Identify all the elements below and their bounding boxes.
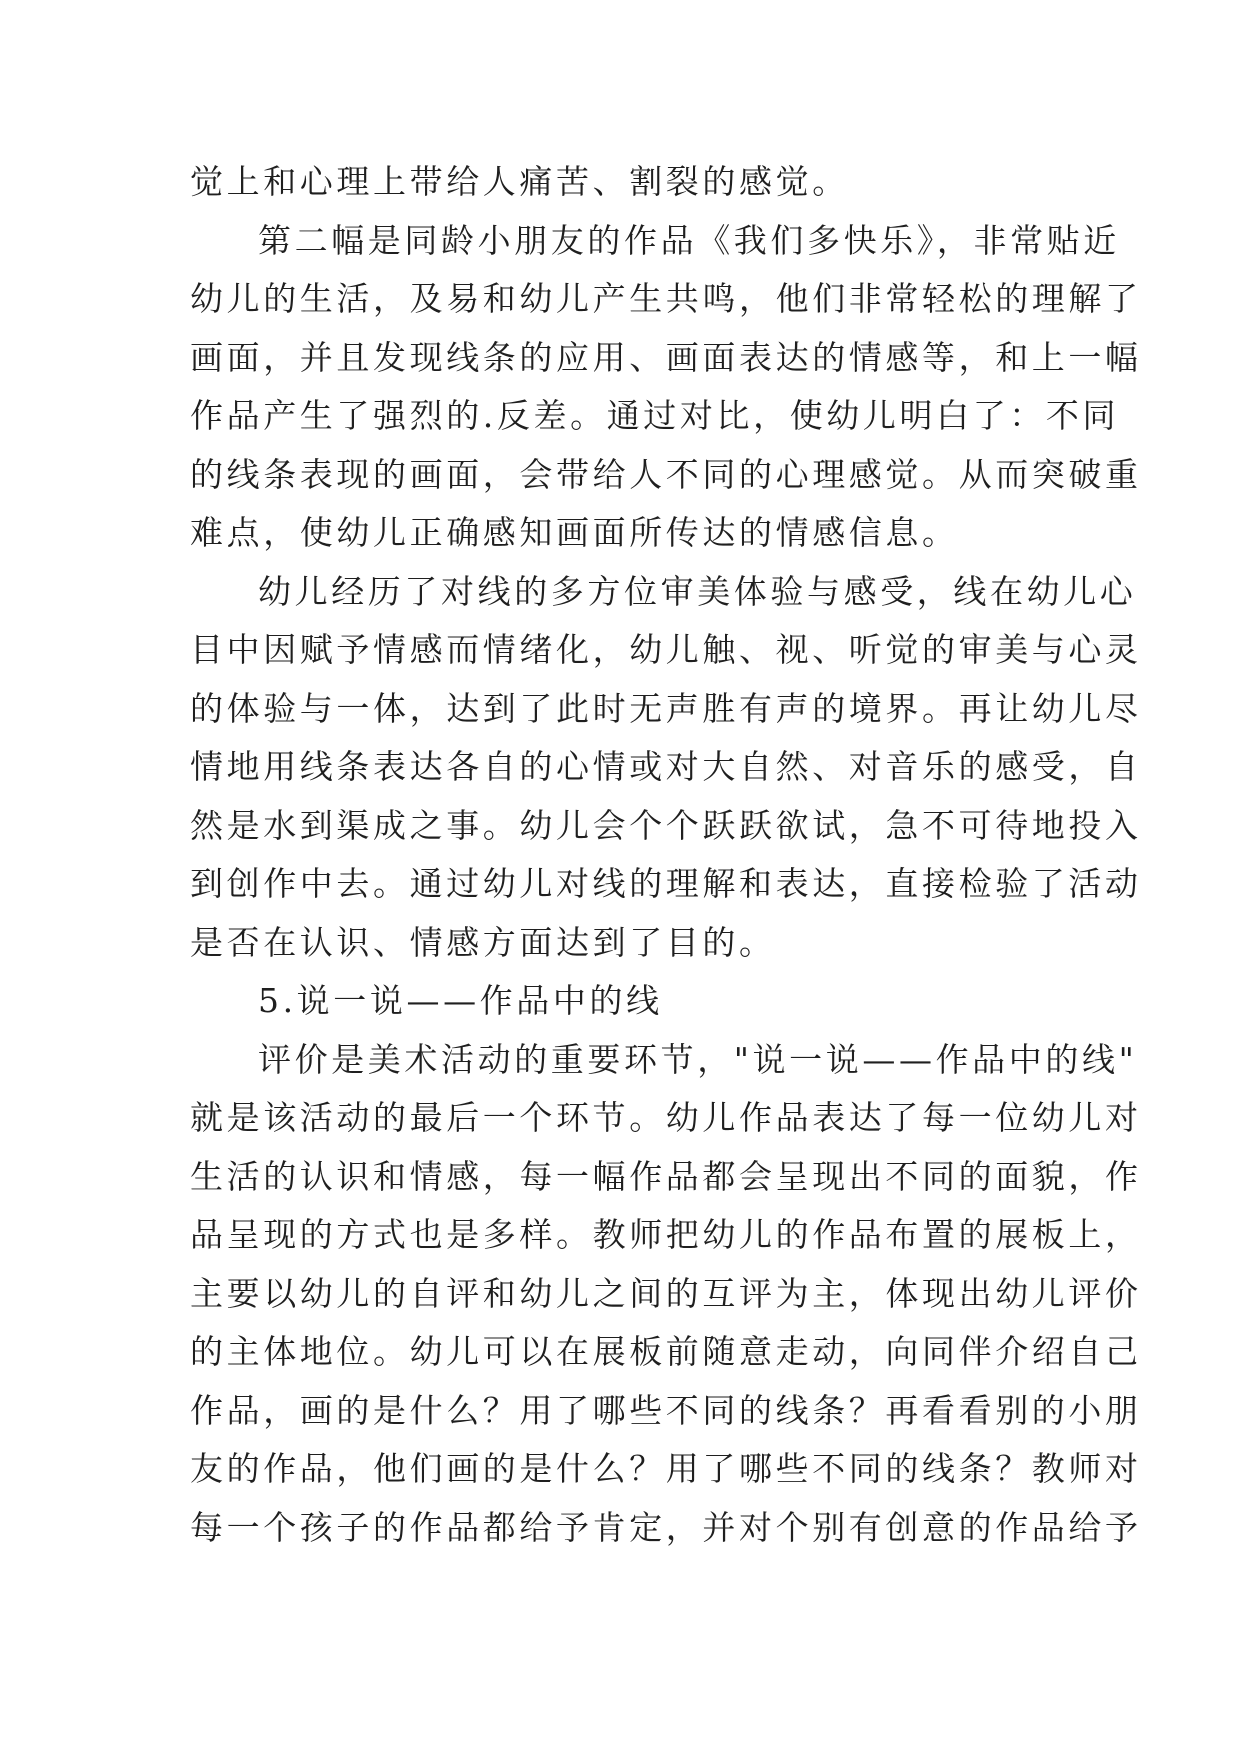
text-line-2: 第二幅是同龄小朋友的作品《我们多快乐》，非常贴近 <box>258 220 1120 260</box>
text-line-1: 觉上和心理上带给人痛苦、割裂的感觉。 <box>190 162 849 201</box>
text-line-22: 作品，画的是什么？用了哪些不同的线条？再看看别的小朋 <box>190 1390 1142 1430</box>
text-line-24: 每一个孩子的作品都给予肯定，并对个别有创意的作品给予 <box>190 1507 1142 1547</box>
text-line-8: 幼儿经历了对线的多方位审美体验与感受，线在幼儿心 <box>258 571 1137 611</box>
text-line-14: 是否在认识、情感方面达到了目的。 <box>190 922 776 962</box>
text-line-9: 目中因赋予情感而情绪化，幼儿触、视、听觉的审美与心灵 <box>190 630 1142 669</box>
text-line-11: 情地用线条表达各自的心情或对大自然、对音乐的感受，自 <box>190 747 1142 786</box>
body-text <box>190 153 1142 1557</box>
text-line-17: 就是该活动的最后一个环节。幼儿作品表达了每一位幼儿对 <box>190 1098 1142 1137</box>
text-line-5: 作品产生了强烈的.反差。通过对比，使幼儿明白了：不同 <box>190 396 1120 435</box>
text-line-12: 然是水到渠成之事。幼儿会个个跃跃欲试，急不可待地投入 <box>190 805 1142 845</box>
text-line-20: 主要以幼儿的自评和幼儿之间的互评为主，体现出幼儿评价 <box>190 1273 1142 1313</box>
text-line-13: 到创作中去。通过幼儿对线的理解和表达，直接检验了活动 <box>190 864 1142 903</box>
text-line-16: 评价是美术活动的重要环节，"说一说——作品中的线" <box>258 1039 1138 1079</box>
text-line-7: 难点，使幼儿正确感知画面所传达的情感信息。 <box>190 513 959 552</box>
section-heading: 5.说一说——作品中的线 <box>258 981 663 1020</box>
text-line-19: 品呈现的方式也是多样。教师把幼儿的作品布置的展板上， <box>190 1215 1142 1254</box>
text-line-3: 幼儿的生活，及易和幼儿产生共鸣，他们非常轻松的理解了 <box>190 279 1142 318</box>
text-line-4: 画面，并且发现线条的应用、画面表达的情感等，和上一幅 <box>190 337 1142 377</box>
text-line-21: 的主体地位。幼儿可以在展板前随意走动，向同伴介绍自己 <box>190 1332 1142 1371</box>
text-line-6: 的线条表现的画面，会带给人不同的心理感觉。从而突破重 <box>190 454 1142 494</box>
text-line-18: 生活的认识和情感，每一幅作品都会呈现出不同的面貌，作 <box>190 1156 1142 1196</box>
text-line-23: 友的作品，他们画的是什么？用了哪些不同的线条？教师对 <box>190 1449 1142 1488</box>
text-line-10: 的体验与一体，达到了此时无声胜有声的境界。再让幼儿尽 <box>190 688 1142 728</box>
